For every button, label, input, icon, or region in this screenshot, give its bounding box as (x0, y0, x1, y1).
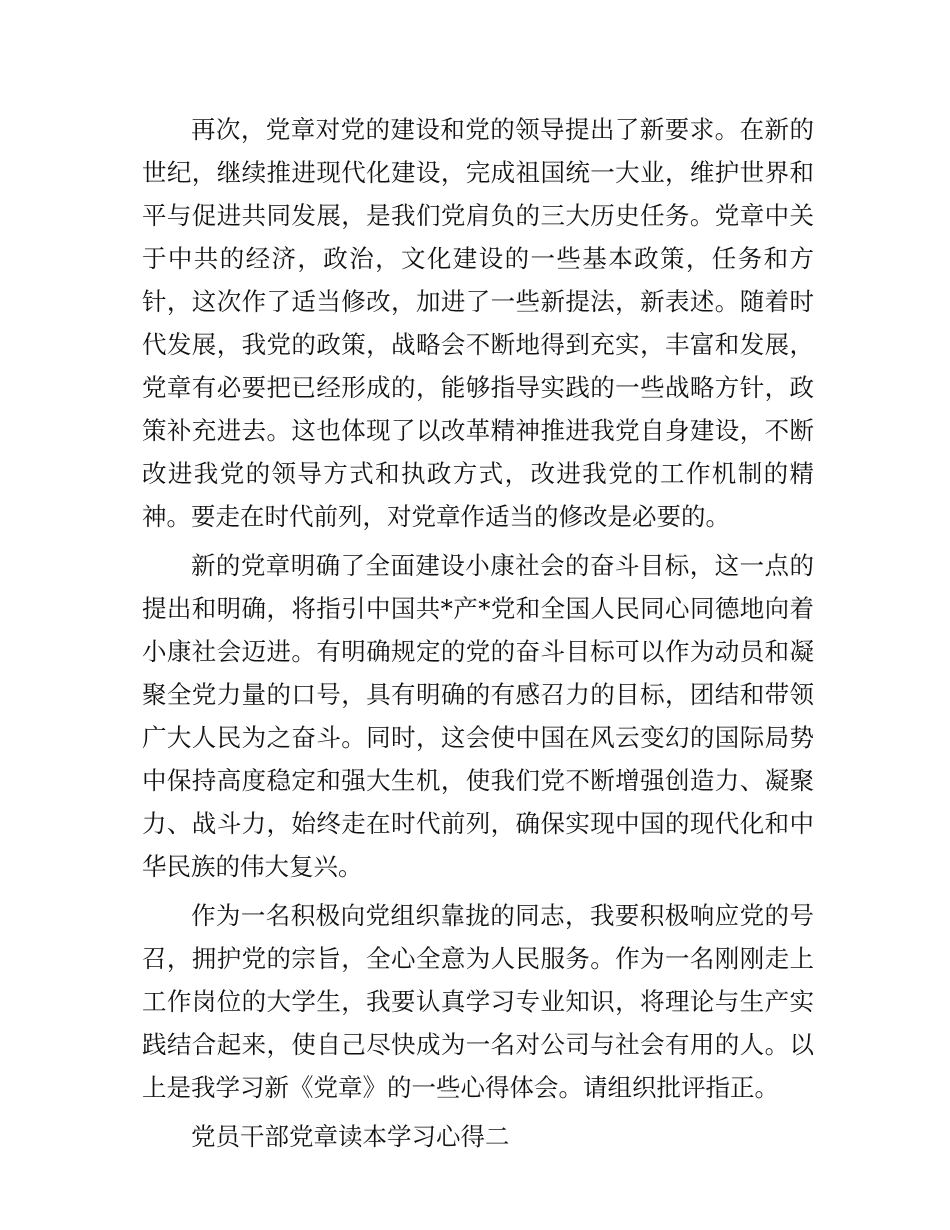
text-line: 作为一名积极向党组织靠拢的同志，我要积极响应党的号 (191, 901, 814, 930)
text-line: 聚全党力量的口号，具有明确的有感召力的目标，团结和带领 (142, 680, 814, 709)
heading-text: 党员干部党章读本学习心得二 (191, 1122, 510, 1151)
text-line: 再次，党章对党的建设和党的领导提出了新要求。在新的 (191, 115, 814, 144)
text-line: 华民族的伟大复兴。 (142, 852, 363, 881)
text-line: 小康社会迈进。有明确规定的党的奋斗目标可以作为动员和凝 (142, 637, 814, 666)
paragraph-3 (142, 894, 814, 1109)
section-heading (142, 1115, 814, 1158)
text-line: 力、战斗力，始终走在时代前列，确保实现中国的现代化和中 (142, 809, 814, 838)
paragraph-2 (142, 544, 814, 888)
text-line: 世纪，继续推进现代化建设，完成祖国统一大业，维护世界和 (142, 158, 814, 187)
text-line: 新的党章明确了全面建设小康社会的奋斗目标，这一点的 (191, 551, 814, 580)
text-line: 上是我学习新《党章》的一些心得体会。请组织批评指正。 (142, 1073, 779, 1102)
text-line: 提出和明确，将指引中国共*产*党和全国人民同心同德地向着 (142, 594, 814, 623)
text-line: 策补充进去。这也体现了以改革精神推进我党自身建设，不断 (142, 416, 814, 445)
document-body (142, 108, 814, 1158)
text-line: 针，这次作了适当修改，加进了一些新提法，新表述。随着时 (142, 287, 814, 316)
text-line: 党章有必要把已经形成的，能够指导实践的一些战略方针，政 (142, 373, 814, 402)
text-line: 平与促进共同发展，是我们党肩负的三大历史任务。党章中关 (142, 201, 814, 230)
text-line: 改进我党的领导方式和执政方式，改进我党的工作机制的精 (142, 459, 814, 488)
paragraph-1 (142, 108, 814, 538)
text-line: 践结合起来，使自己尽快成为一名对公司与社会有用的人。以 (142, 1030, 814, 1059)
text-line: 神。要走在时代前列，对党章作适当的修改是必要的。 (142, 502, 730, 531)
text-line: 代发展，我党的政策，战略会不断地得到充实，丰富和发展， (142, 330, 814, 359)
text-line: 广大人民为之奋斗。同时，这会使中国在风云变幻的国际局势 (142, 723, 814, 752)
text-line: 召，拥护党的宗旨，全心全意为人民服务。作为一名刚刚走上 (142, 944, 814, 973)
text-line: 中保持高度稳定和强大生机，使我们党不断增强创造力、凝聚 (142, 766, 814, 795)
text-line: 于中共的经济，政治，文化建设的一些基本政策，任务和方 (142, 244, 814, 273)
text-line: 工作岗位的大学生，我要认真学习专业知识，将理论与生产实 (142, 987, 814, 1016)
